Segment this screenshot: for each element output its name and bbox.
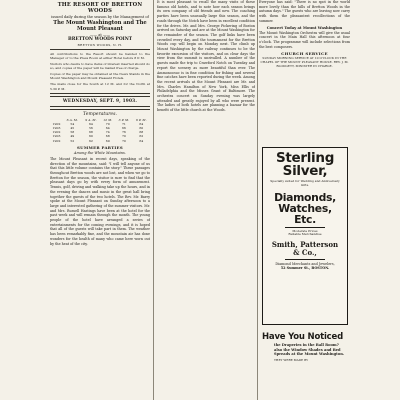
table-cell: 70 [121,138,126,143]
divider [285,259,325,260]
column-3 [259,0,350,145]
ad-headline: Have You Noticed [262,332,343,342]
table-cell: 52 [70,138,75,143]
column-header: 3 P. M. [118,117,130,122]
masthead-place: BRETTON WOODS POINT [68,37,132,42]
masthead-title: THE RESORT OF BRETTON WOODS [57,2,143,14]
column-header: 6 P. M. [136,117,147,122]
ad-address: 52 Summer St., BOSTON. [280,266,330,271]
table-cell: 62 [139,134,144,139]
temperatures-table [50,118,150,143]
ad-headline: Sterling [275,150,335,166]
table-cell: 1903 [52,126,61,131]
table-cell: 71 [121,121,126,126]
table-cell: 1902 [52,121,61,126]
ad-item: Etc. [294,212,316,226]
column-2 [157,0,255,400]
table-cell: 64 [139,138,144,143]
ad-firm-name: Smith, Patterson [271,240,339,250]
sterling-silver-ad [262,147,348,325]
ad-firm-name: & Co., [293,248,317,258]
note: All contributions to the Resort should be handed to the Manager or to the Press Room at either Hotel before 8 P. M. [50,52,150,61]
dateline: WEDNESDAY, SEPT. 9, 1903. [62,98,138,104]
concert-text: The Mount Washington Orchestra will give the usual concert in the Main Hall this afternoon at four o'clock. The programme will include selections from the best composers. [259,30,350,49]
table-cell: 49 [70,134,75,139]
ad-item: Watches, [278,201,332,215]
note: Copies of the paper may be obtained at the News Stands in the Mount Washington and Mount Pleasant Hotels. [50,72,150,81]
ad-item: Diamonds, [274,190,336,204]
table-cell: 1902 [52,130,61,135]
divider [285,227,325,228]
divider [50,93,150,97]
table-cell: 68 [139,130,144,135]
table-cell: 68 [88,130,93,135]
column-3-story: Everyone has said: "There is no spot in the world more lovely than the hills of Bretton Woods in the autumn days." The guests who are leaving now carry with them the pleasantest recollections of the summer. [259,0,350,23]
ad-text: the Draperies in the Ball Room? also the Window Shades and Bed Spreads at the Mount Washington. [274,343,345,357]
table-cell: 64 [139,121,144,126]
column-1-story: The Mount Pleasant in recent days, speaking of the direction of the mountains, said: "I will tell anyone of us that this little volume contains the story." These passages throughout Bretton woods are not lost, and when we go to Bretton for the season, the visitor is sure to find that the pleasant days go by with every form of amusement. Tennis, golf, driving and walking take up the hours, and in the evening the dances and music in the great hall bring together the guests of the two hotels. The Rev. Mr. Barry spoke at the Mount Pleasant on Sunday afternoon to a large and interested gathering of the summer visitors. Mr. and Mrs. Russell Hastings have been at the hotel for the past week and will remain through the month. The young people of the hotel have arranged a series of entertainments for the coming evenings, and it is hoped that all of the guests will take part in them. The weather has been remarkably fine, and the mountain air has done wonders for the health of many who came here worn out by the heat of the city. [50,156,150,246]
table-cell: 1903 [52,134,61,139]
summer-parties-title: SUMMER PARTIES [77,144,123,150]
masthead-address: BRETTON WOODS, N. H. [77,43,123,47]
column-divider [257,0,258,400]
summer-parties-subtitle: Among the White Mountains. [74,150,126,155]
divider [50,106,150,110]
column-header: 12 M. [103,117,113,122]
table-cell: 60 [88,134,93,139]
table-cell: 60 [139,126,144,131]
column-header: 9 A. M. [85,117,97,122]
table-cell: 66 [121,126,126,131]
column-1 [50,0,150,400]
ad-note: Reliable Merchandise [288,232,322,237]
table-cell: 70 [121,134,126,139]
ad-note: Moderate Prices [292,228,318,233]
column-header: 6 A. M. [66,117,78,122]
draperies-ad [262,332,348,400]
ad-subtext: Diamond Merchants and Jewelers, [275,262,335,267]
table-cell: 74 [105,130,110,135]
table-cell: 69 [105,138,110,143]
church-text: SUNDAY MORNING SERVICE AT 10 O'CLOCK IN THE CHAPEL OF THE MOUNT PLEASANT HOUSE. REV. J. M. BLODGETT, MINISTER IN CHARGE. [260,56,349,69]
table-cell: 58 [70,130,75,135]
table-cell: 62 [88,138,93,143]
masthead-issued: issued daily during the season by the Management of [51,15,149,19]
table-cell: 70 [105,121,110,126]
column-2-story: It is most pleasant to recall the many visits of these famous old hotels, and to note how each season brings its own company of old friends and new. The coaching parties have been unusually large this season, and the roads through the Notch have been in excellent condition for the drives. Mr. and Mrs. George Pickering of Boston arrived on Saturday and are at the Mount Washington for the remainder of the season. The golf links have been crowded every day, and the tournament for the Bretton Woods cup will begin on Monday next. The climb up Mount Washington by the railway continues to be the favorite excursion of the visitors, and on clear days the view from the summit is unrivalled. A number of the guests made the trip to Crawford Notch on Tuesday and report the scenery as more beautiful than ever. The Ammonoosuc is in fine condition for fishing and several fine catches have been reported during the week. Among the recent arrivals at the Mount Pleasant are Mr. and Mrs. Charles Hamilton of New York, Miss Ellis of Philadelphia and the Misses Grant of Baltimore. The orchestra concert on Sunday evening was largely attended and greatly enjoyed by all who were present. The ladies of both hotels are planning a bazaar for the benefit of the little church at the Woods. [157,0,255,113]
concert-title: Concert Today at Mount Washington [266,25,343,30]
note: Visitors who desire to have items of interest inserted should do so, and copies of the paper will be mailed free of charge. [50,62,150,71]
table-cell: 45 [70,126,75,131]
ad-footer: THEY WERE MADE BY [274,357,309,362]
church-title: CHURCH SERVICE [281,51,328,57]
table-cell: 68 [105,134,110,139]
table-cell: 64 [105,126,110,131]
ad-tagline: Specially suited for Wedding and Anniversary Gifts. [270,179,340,187]
column-divider [153,0,154,400]
table-cell: 64 [88,121,93,126]
table-cell: 56 [88,126,93,131]
table-row [50,139,150,143]
masthead-hotels: The Mount Washington and The Mount Pleasant [53,20,147,32]
table-cell: 54 [70,121,75,126]
note: The mails close for the South at 12 M. and for the North at 5.30 P. M. [50,82,150,91]
table-cell: 1902 [52,138,61,143]
divider [50,49,150,50]
temperatures-title: Temperatures. [83,111,117,117]
masthead-separator: —— at —— [89,33,111,37]
table-cell: 76 [121,130,126,135]
ad-headline: Silver, [282,163,328,179]
